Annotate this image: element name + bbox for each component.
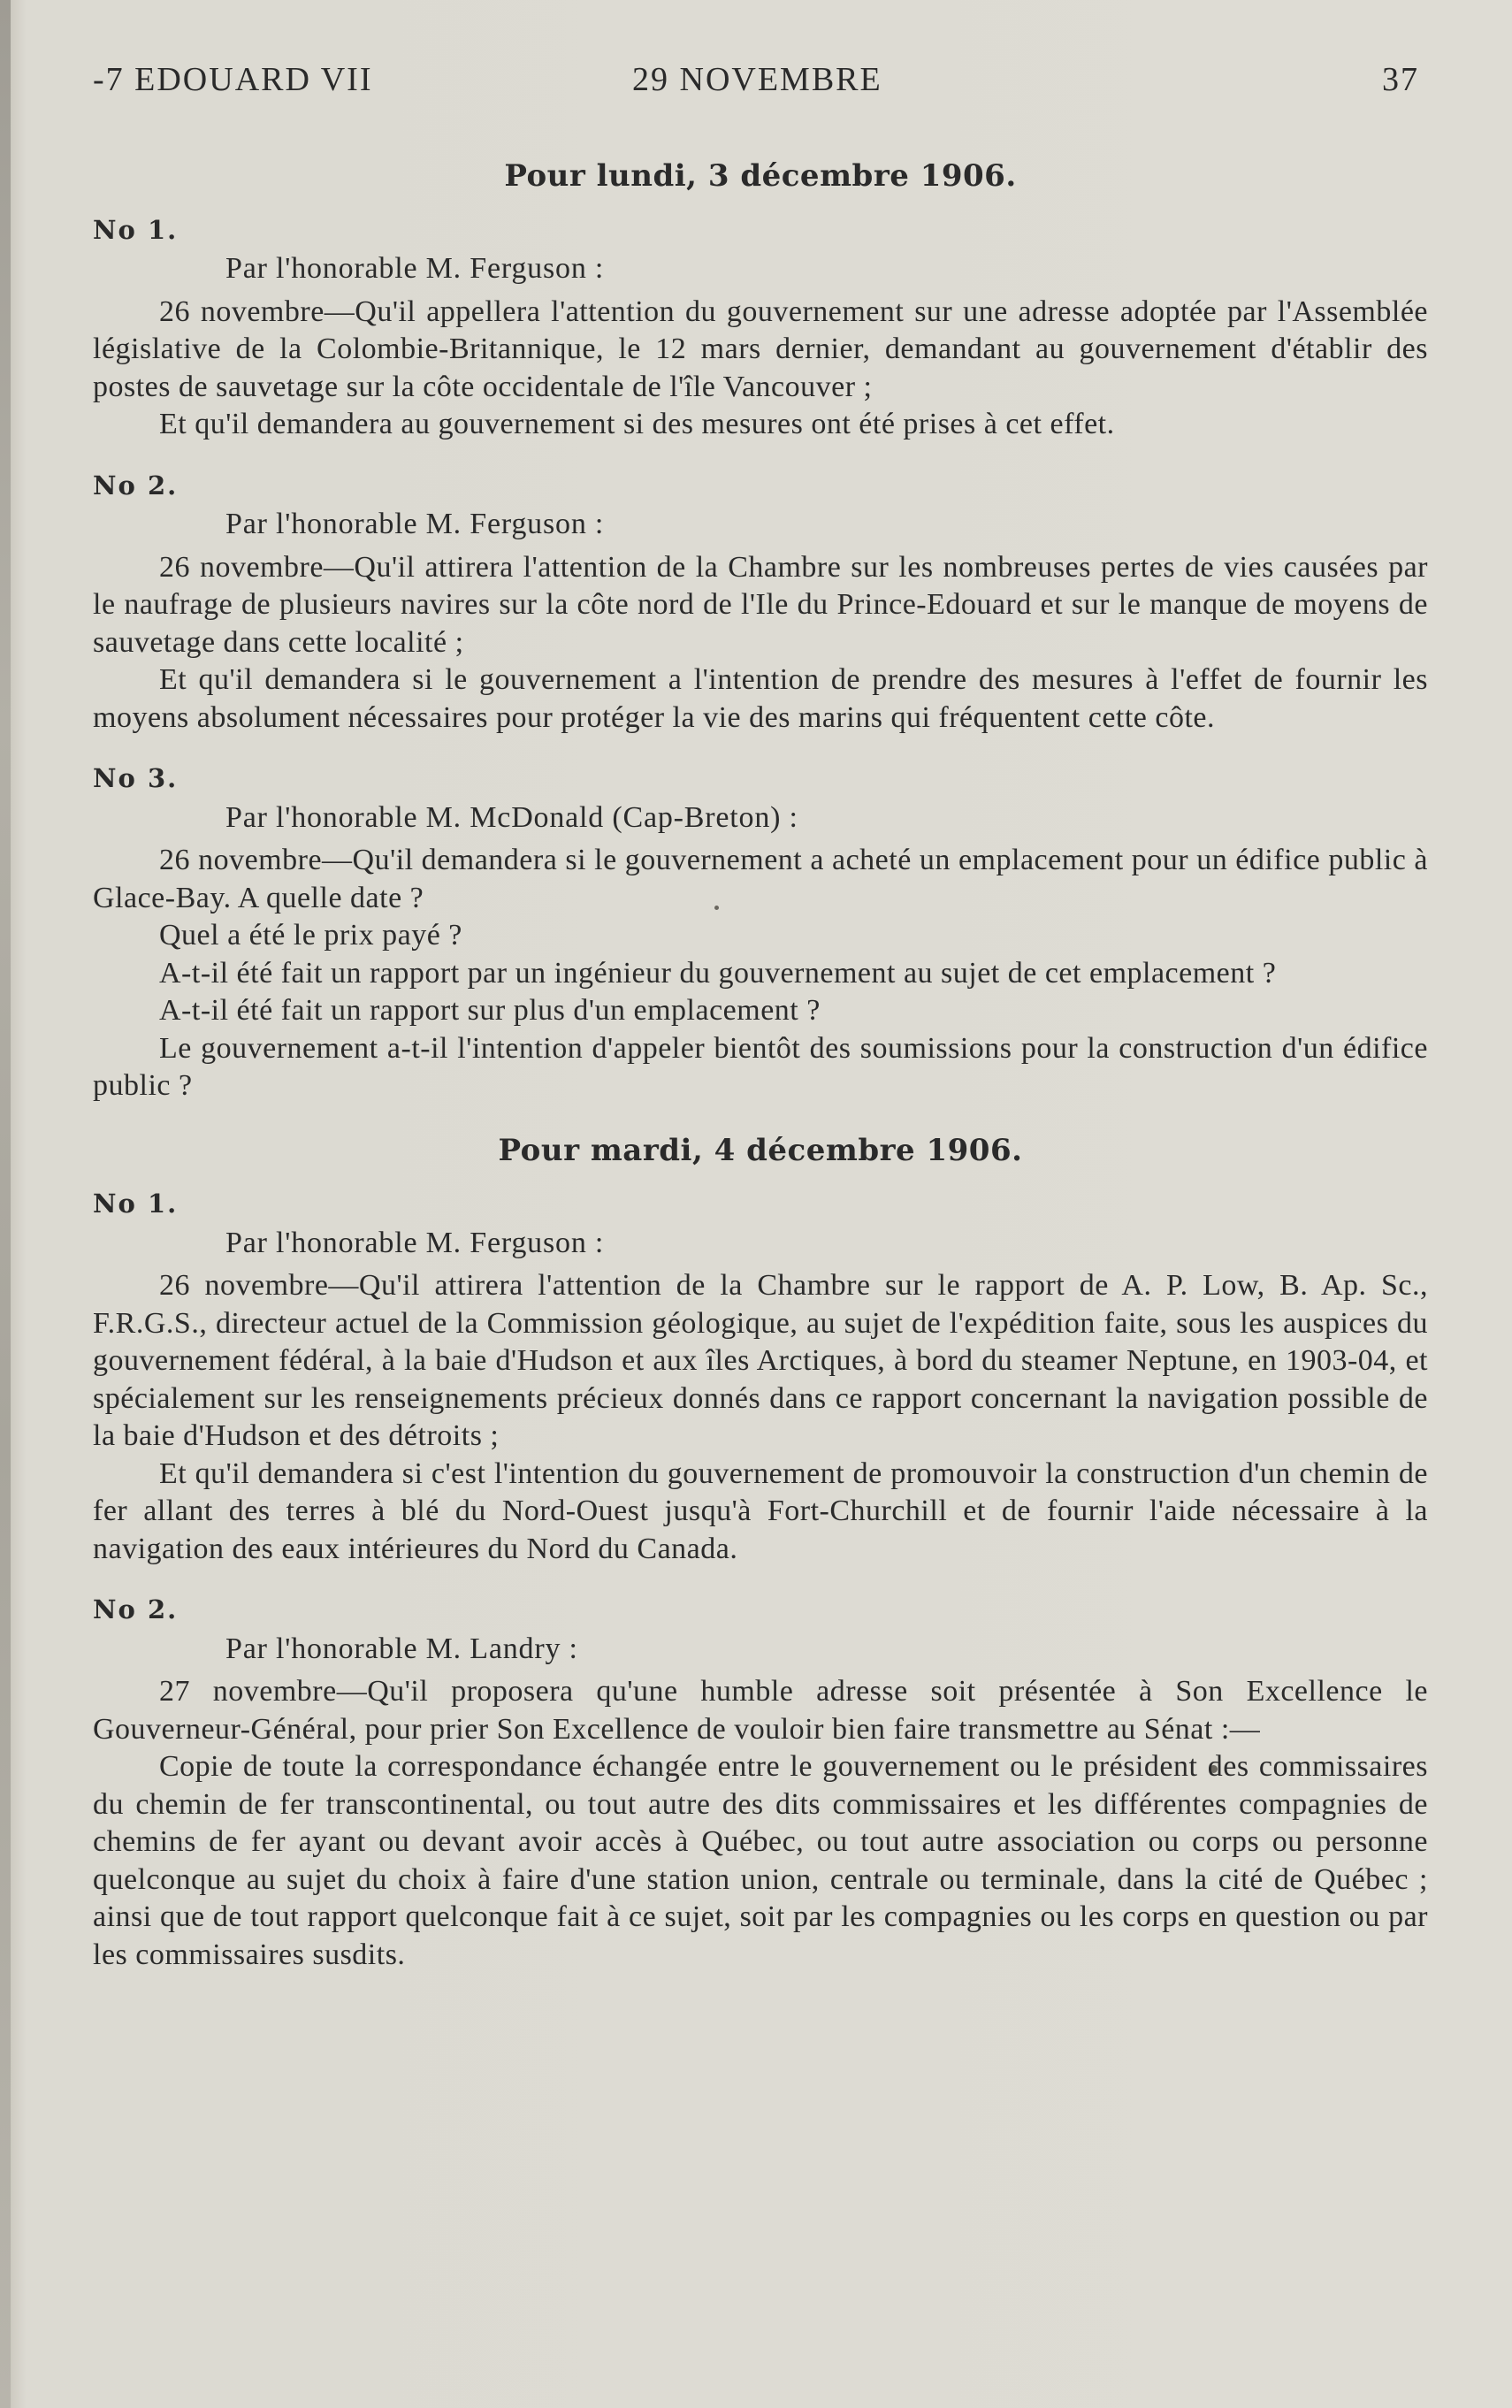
motion <box>93 1185 1428 1568</box>
motion-paragraph: Le gouvernement a-t-il l'intention d'appeler bientôt des soumissions pour la construction d'un édifice public ? <box>93 1031 1428 1102</box>
motion-paragraph: 26 novembre—Qu'il demandera si le gouvernement a acheté un emplacement pour un édifice public à Glace-Bay. A quelle date ? <box>93 844 1428 914</box>
motion <box>93 211 1428 444</box>
motion <box>93 1591 1428 1974</box>
motion-paragraph: Et qu'il demandera au gouvernement si des mesures ont été prises à cet effet. <box>159 408 1115 440</box>
motion-paragraph: A-t-il été fait un rapport sur plus d'un emplacement ? <box>159 994 821 1027</box>
order-paper-content <box>93 157 1428 1997</box>
header-reign: -7 EDOUARD VII <box>93 61 373 98</box>
motion-number: No 1. <box>93 214 179 245</box>
day-title: Pour lundi, 3 décembre 1906. <box>504 158 1017 194</box>
header-date: 29 NOVEMBRE <box>632 61 882 98</box>
motion-paragraph: Et qu'il demandera si le gouvernement a l'intention de prendre des mesures à l'effet de fournir les moyens absolument nécessaires pour protéger la vie des marins qui fréquentent cette côte. <box>93 663 1428 734</box>
motion-mover: Par l'honorable M. Landry : <box>225 1632 578 1665</box>
motion <box>93 760 1428 1105</box>
motion-paragraph: A-t-il été fait un rapport par un ingénieur du gouvernement au sujet de cet emplacement ? <box>159 956 1277 990</box>
motion-number: No 2. <box>93 470 179 501</box>
motion-number: No 1. <box>93 1189 179 1219</box>
page-number: 37 <box>1382 61 1419 98</box>
day-section-tuesday <box>93 1132 1428 1975</box>
motion <box>93 467 1428 738</box>
motion-mover: Par l'honorable M. Ferguson : <box>225 252 605 285</box>
motion-paragraph: 26 novembre—Qu'il attirera l'attention de la Chambre sur le rapport de A. P. Low, B. Ap. Sc., F.R.G.S., directeur actuel de la Commission géologique, au sujet de l'expédition faite, sous les auspices du gouvernement fédéral, à la baie d'Hudson et aux îles Arctiques, à bord du steamer Neptune, en 1903-04, et spécialement sur les renseignements précieux donnés dans ce rapport concernant la navigation possible de la baie d'Hudson et des détroits ; <box>93 1269 1428 1452</box>
motion-mover: Par l'honorable M. McDonald (Cap-Breton) : <box>225 800 798 834</box>
motion-paragraph: Copie de toute la correspondance échangée entre le gouvernement ou le président des commissaires du chemin de fer transcontinental, ou tout autre des dits commissaires et les différentes compagnies de chemins de fer ayant ou devant avoir accès à Québec, ou tout autre association ou corps ou personne quelconque au sujet du choix à faire d'une station union, centrale ou terminale, dans la cité de Québec ; ainsi que de tout rapport quelconque fait à ce sujet, soit par les compagnies ou les corps en question ou par les commissaires susdits. <box>93 1750 1428 1971</box>
motion-mover: Par l'honorable M. Ferguson : <box>225 508 605 540</box>
running-header <box>93 60 1419 104</box>
motion-paragraph: Et qu'il demandera si c'est l'intention du gouvernement de promouvoir la construction d'un chemin de fer allant des terres à blé du Nord-Ouest jusqu'à Fort-Churchill et de fournir l'aide nécessaire à la navigation des eaux intérieures du Nord du Canada. <box>93 1456 1428 1565</box>
day-title: Pour mardi, 4 décembre 1906. <box>498 1132 1023 1168</box>
motion-paragraph: Quel a été le prix payé ? <box>159 919 462 952</box>
day-section-monday <box>93 157 1428 1105</box>
motion-paragraph: 26 novembre—Qu'il attirera l'attention de la Chambre sur les nombreuses pertes de vies causées par le naufrage de plusieurs navires sur la côte nord de l'Ile du Prince-Edouard et sur le manque de moyens de sauvetage dans cette localité ; <box>93 550 1428 659</box>
motion-number: No 3. <box>93 763 179 793</box>
motion-number: No 2. <box>93 1594 179 1624</box>
motion-paragraph: 26 novembre—Qu'il appellera l'attention du gouvernement sur une adresse adoptée par l'Assemblée législative de la Colombie-Britannique, le 12 mars dernier, demandant au gouvernement d'établir des postes de sauvetage sur la côte occidentale de l'île Vancouver ; <box>93 294 1428 403</box>
motion-mover: Par l'honorable M. Ferguson : <box>225 1226 605 1259</box>
motion-paragraph: 27 novembre—Qu'il proposera qu'une humble adresse soit présentée à Son Excellence le Gouverneur-Général, pour prier Son Excellence de vouloir bien faire transmettre au Sénat :— <box>93 1675 1428 1746</box>
